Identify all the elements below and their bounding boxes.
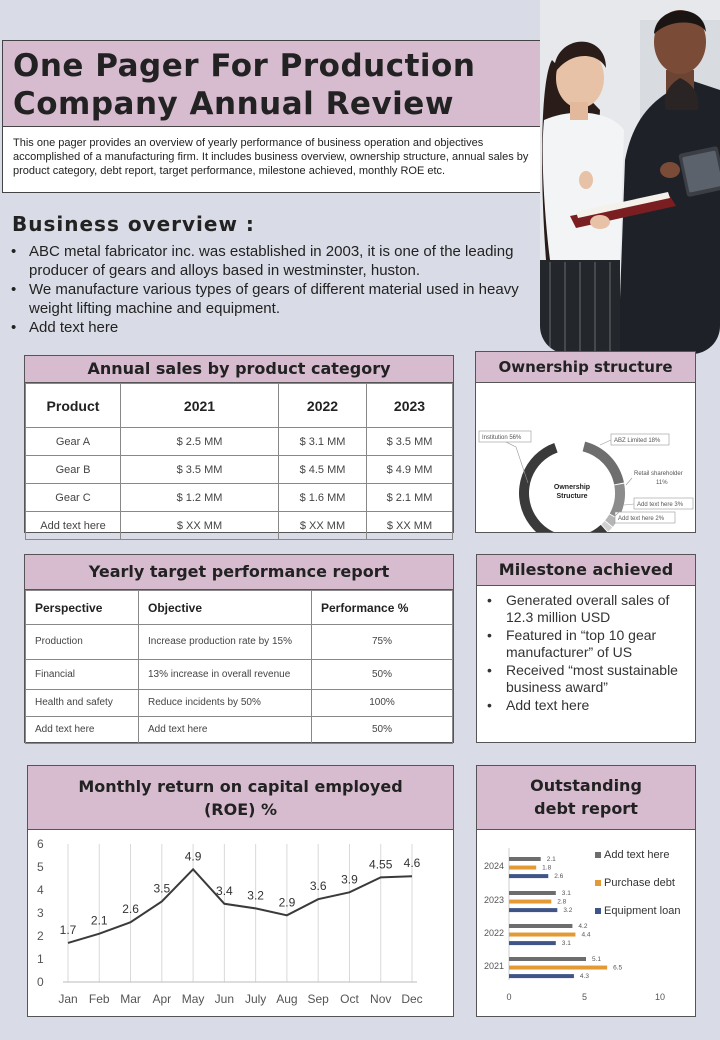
y-tick-label: 1 <box>37 952 44 966</box>
roe-data-label: 3.2 <box>247 888 264 903</box>
table-header-cell: 2023 <box>367 384 453 428</box>
x-tick-label: Jan <box>58 992 78 1006</box>
y-tick-label: 2021 <box>483 961 504 971</box>
table-cell: Production <box>26 625 139 660</box>
table-row <box>26 428 453 456</box>
table-header-cell: Perspective <box>26 591 139 625</box>
x-tick-label: Dec <box>401 992 423 1006</box>
x-tick-label: 10 <box>654 992 666 1002</box>
debt-bar <box>509 874 548 878</box>
table-cell: 50% <box>312 660 453 690</box>
performance-card <box>24 554 454 743</box>
x-tick-label: Oct <box>340 992 359 1006</box>
business-people-photo <box>540 0 720 354</box>
debt-bar <box>509 891 556 895</box>
callout-other-3: Add text here 3% <box>637 502 684 508</box>
table-cell: Add text here <box>26 717 139 744</box>
debt-title-line2: debt report <box>534 799 638 818</box>
annual-sales-card <box>24 355 454 533</box>
legend-swatch <box>595 880 601 886</box>
roe-data-label: 4.6 <box>403 856 421 871</box>
milestone-card <box>476 554 696 743</box>
y-tick-label: 0 <box>37 975 44 989</box>
debt-bar-chart <box>477 830 695 1016</box>
roe-data-label: 3.4 <box>216 883 233 898</box>
debt-data-label: 4.3 <box>579 973 589 981</box>
roe-title-line2: (ROE) % <box>203 800 278 819</box>
milestone-item: • Received “most sustainable business award” <box>487 662 687 696</box>
table-cell: $ XX MM <box>279 512 367 540</box>
table-row <box>26 456 453 484</box>
table-row <box>26 660 453 690</box>
roe-title <box>28 766 453 830</box>
table-cell: $ 2.5 MM <box>121 428 279 456</box>
roe-series-line <box>68 869 412 943</box>
callout-abz: ABZ Limited 18% <box>614 438 661 444</box>
legend-label: Purchase debt <box>604 877 675 889</box>
roe-data-label: 1.7 <box>59 922 77 937</box>
x-tick-label: Feb <box>88 992 110 1006</box>
x-tick-label: Aug <box>276 992 298 1006</box>
debt-bar <box>509 941 556 945</box>
table-row <box>26 625 453 660</box>
table-row <box>26 690 453 717</box>
y-tick-label: 2024 <box>483 861 504 871</box>
ownership-donut-chart <box>476 383 695 532</box>
performance-table <box>25 590 453 744</box>
business-overview-title: Business overview : <box>12 212 255 236</box>
debt-data-label: 3.1 <box>561 940 571 948</box>
debt-data-label: 2.1 <box>546 856 556 863</box>
debt-bar <box>509 908 557 912</box>
milestone-list <box>477 586 695 714</box>
table-cell: $ 3.1 MM <box>279 428 367 456</box>
table-header-cell: 2021 <box>121 384 279 428</box>
table-cell: Add text here <box>26 512 121 540</box>
milestone-item: • Generated overall sales of 12.3 million USD <box>487 592 687 626</box>
photo-illustration <box>540 0 720 354</box>
roe-card <box>27 765 454 1017</box>
table-cell: Add text here <box>139 717 312 744</box>
debt-bar <box>509 924 572 928</box>
table-cell: 100% <box>312 690 453 717</box>
page-title <box>13 47 533 123</box>
table-cell: $ 4.5 MM <box>279 456 367 484</box>
debt-data-label: 4.2 <box>578 923 588 930</box>
debt-data-label: 4.4 <box>581 931 591 939</box>
x-tick-label: Sep <box>307 992 329 1006</box>
table-header-row <box>26 384 453 428</box>
x-tick-label: July <box>244 992 267 1006</box>
legend-label: Add text here <box>604 849 670 861</box>
annual-sales-table <box>25 383 453 540</box>
table-header-cell: 2022 <box>279 384 367 428</box>
table-cell: Health and safety <box>26 690 139 717</box>
y-tick-label: 2022 <box>483 928 504 938</box>
debt-title-line1: Outstanding <box>530 776 642 795</box>
debt-bar <box>509 866 536 870</box>
business-overview-item: • ABC metal fabricator inc. was established in 2003, it is one of the leading producer of gears and alloys based in westminster, huston. <box>10 242 530 280</box>
table-row <box>26 512 453 540</box>
donut-center-label-2: Structure <box>556 493 588 500</box>
table-row <box>26 484 453 512</box>
x-tick-label: Nov <box>370 992 392 1006</box>
roe-data-label: 4.55 <box>369 857 393 872</box>
annual-sales-title: Annual sales by product category <box>25 356 453 383</box>
table-cell: $ 1.2 MM <box>121 484 279 512</box>
roe-data-label: 2.6 <box>122 902 139 917</box>
table-header-row <box>26 591 453 625</box>
roe-line-chart <box>28 830 453 1016</box>
page-description: This one pager provides an overview of yearly performance of business operation and objectives accomplished of a manufacturing firm. It includes business overview, ownership structure, annual sales by product category, debt report, target performance, milestone achieved, monthly ROE etc. <box>13 137 529 177</box>
debt-bar <box>509 900 551 904</box>
debt-bar <box>509 966 607 970</box>
debt-data-label: 3.2 <box>563 907 573 915</box>
callout-retail: Retail shareholder <box>634 471 683 477</box>
debt-bar <box>509 857 541 861</box>
legend-swatch <box>595 908 601 914</box>
title-band <box>3 41 543 127</box>
table-cell: 13% increase in overall revenue <box>139 660 312 690</box>
legend-swatch <box>595 852 601 858</box>
table-cell: Gear A <box>26 428 121 456</box>
y-tick-label: 2 <box>37 929 44 943</box>
table-cell: $ XX MM <box>121 512 279 540</box>
milestone-item: • Featured in “top 10 gear manufacturer” of US <box>487 627 687 661</box>
debt-data-label: 3.1 <box>561 890 571 897</box>
debt-bar <box>509 933 575 937</box>
roe-data-label: 2.9 <box>278 895 296 910</box>
roe-data-label: 4.9 <box>184 849 202 864</box>
table-cell: $ 3.5 MM <box>367 428 453 456</box>
page-title-line2: Company Annual Review <box>13 86 454 122</box>
roe-data-label: 3.6 <box>309 879 327 894</box>
roe-data-label: 3.9 <box>341 872 358 887</box>
debt-title <box>477 766 695 830</box>
debt-bar <box>509 957 586 961</box>
page-title-line1: One Pager For Production <box>13 48 476 84</box>
debt-card <box>476 765 696 1017</box>
callout-other-2: Add text here 2% <box>618 516 665 522</box>
table-cell: Reduce incidents by 50% <box>139 690 312 717</box>
callout-institution: Institution 56% <box>482 435 522 441</box>
table-cell: Gear B <box>26 456 121 484</box>
table-header-cell: Performance % <box>312 591 453 625</box>
debt-data-label: 2.6 <box>554 873 564 881</box>
ownership-card <box>475 351 696 533</box>
table-header-cell: Product <box>26 384 121 428</box>
x-tick-label: 0 <box>506 992 512 1002</box>
y-tick-label: 4 <box>37 883 44 897</box>
performance-title: Yearly target performance report <box>25 555 453 590</box>
roe-data-label: 2.1 <box>90 913 108 928</box>
table-cell: Gear C <box>26 484 121 512</box>
y-tick-label: 5 <box>37 860 44 874</box>
legend-label: Equipment loan <box>604 905 681 917</box>
ownership-title: Ownership structure <box>476 352 695 383</box>
x-tick-label: Jun <box>214 992 235 1006</box>
x-tick-label: 5 <box>581 992 588 1002</box>
debt-bar <box>509 974 574 978</box>
callout-retail-pct: 11% <box>656 480 668 486</box>
table-cell: $ 4.9 MM <box>367 456 453 484</box>
debt-data-label: 2.8 <box>557 898 567 906</box>
milestone-item: • Add text here <box>487 697 687 714</box>
table-cell: Financial <box>26 660 139 690</box>
y-tick-label: 2023 <box>483 895 504 905</box>
business-overview-item: • Add text here <box>10 318 530 337</box>
title-box <box>2 40 544 193</box>
table-cell: 50% <box>312 717 453 744</box>
roe-data-label: 3.5 <box>153 881 171 896</box>
debt-data-label: 5.1 <box>592 956 602 963</box>
x-tick-label: Mar <box>120 992 141 1006</box>
table-cell: $ XX MM <box>367 512 453 540</box>
x-tick-label: Apr <box>152 992 172 1006</box>
y-tick-label: 3 <box>37 906 44 920</box>
x-tick-label: May <box>181 992 205 1006</box>
y-tick-label: 6 <box>37 837 44 851</box>
table-cell: 75% <box>312 625 453 660</box>
table-cell: $ 3.5 MM <box>121 456 279 484</box>
roe-title-line1: Monthly return on capital employed <box>78 777 403 796</box>
milestone-title: Milestone achieved <box>477 555 695 586</box>
table-header-cell: Objective <box>139 591 312 625</box>
table-cell: $ 1.6 MM <box>279 484 367 512</box>
business-overview-item: • We manufacture various types of gears of different material used in heavy weight lifting machine and equipment. <box>10 280 530 318</box>
business-overview-list <box>10 242 530 337</box>
debt-data-label: 1.8 <box>542 864 552 872</box>
donut-center-label-1: Ownership <box>553 484 591 491</box>
table-cell: Increase production rate by 15% <box>139 625 312 660</box>
debt-data-label: 6.5 <box>613 964 623 972</box>
table-row <box>26 717 453 744</box>
table-cell: $ 2.1 MM <box>367 484 453 512</box>
donut-slice-abz-limited <box>583 442 624 485</box>
